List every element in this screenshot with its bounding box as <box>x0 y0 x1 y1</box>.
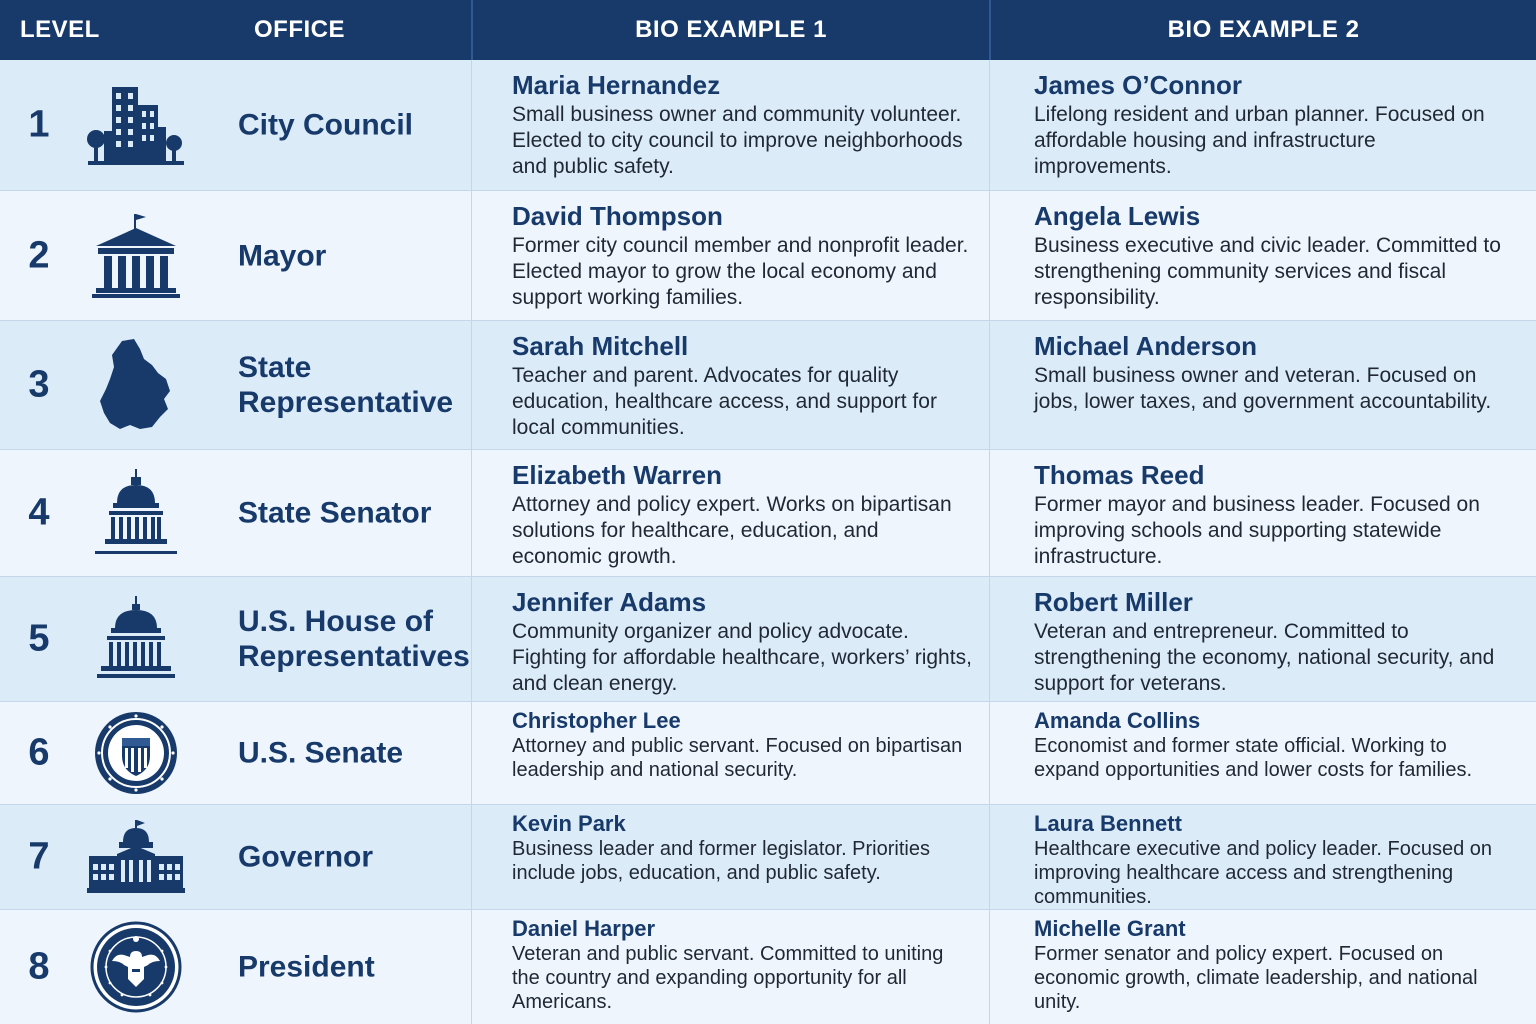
column-divider <box>471 805 472 909</box>
column-divider <box>471 60 472 190</box>
table-row <box>0 60 1536 191</box>
column-divider <box>989 191 990 320</box>
bio-text: Economist and former state official. Working to expand opportunities and lower costs for families. <box>1034 735 1473 781</box>
bio-example-2 <box>1034 587 1514 697</box>
level-number: 2 <box>28 234 50 276</box>
bio-example-1 <box>512 916 972 1014</box>
bio-text: Small business owner and community volunteer. Elected to city council to improve neighborhoods and public safety. <box>512 103 963 178</box>
office-name: President <box>238 950 375 984</box>
bio-name: Daniel Harper <box>512 916 656 941</box>
bio-example-2 <box>1034 331 1514 415</box>
bio-example-2 <box>1034 916 1514 1014</box>
table-row <box>0 805 1536 910</box>
bio-name: David Thompson <box>512 201 723 231</box>
bio-name: Angela Lewis <box>1034 201 1201 231</box>
bio-name: Laura Bennett <box>1034 811 1182 836</box>
level-number: 6 <box>28 731 50 774</box>
table-row <box>0 577 1536 702</box>
header-level: LEVEL <box>20 16 100 43</box>
bio-text: Former mayor and business leader. Focused on improving schools and supporting statewide infrastructure. <box>1034 493 1480 568</box>
level-number: 8 <box>28 945 50 988</box>
bio-example-2 <box>1034 811 1514 909</box>
column-divider <box>989 910 990 1024</box>
office-name: U.S. Senate <box>238 736 404 770</box>
bio-text: Veteran and entrepreneur. Committed to strengthening the economy, national security, and support for veterans. <box>1034 620 1495 695</box>
bio-example-1 <box>512 708 972 782</box>
bio-example-2 <box>1034 708 1514 782</box>
bio-text: Small business owner and veteran. Focused on jobs, lower taxes, and government accountability. <box>1034 364 1492 413</box>
capitol-dome-icon <box>84 463 188 563</box>
column-divider <box>471 191 472 320</box>
us-capitol-icon <box>84 589 188 689</box>
bio-text: Attorney and policy expert. Works on bipartisan solutions for healthcare, education, and economic growth. <box>512 493 952 568</box>
bio-example-1 <box>512 811 972 885</box>
bio-name: Sarah Mitchell <box>512 331 689 361</box>
table-row <box>0 450 1536 577</box>
column-divider <box>989 450 990 576</box>
level-number: 4 <box>28 491 50 534</box>
bio-text: Community organizer and policy advocate. Fighting for affordable healthcare, workers’ rights, and clean energy. <box>512 620 972 695</box>
bio-example-1 <box>512 201 972 311</box>
bio-name: Amanda Collins <box>1034 708 1201 733</box>
bio-text: Business executive and civic leader. Committed to strengthening community services and fiscal responsibility. <box>1034 234 1501 309</box>
office-name: Mayor <box>238 239 327 272</box>
bio-example-2 <box>1034 460 1514 570</box>
table-row <box>0 321 1536 450</box>
column-divider <box>471 321 472 449</box>
column-divider <box>471 910 472 1024</box>
bio-name: Jennifer Adams <box>512 587 707 617</box>
bio-text: Attorney and public servant. Focused on bipartisan leadership and national security. <box>512 735 963 781</box>
bio-name: Thomas Reed <box>1034 460 1205 490</box>
bio-example-1 <box>512 587 972 697</box>
state-map-icon <box>84 335 188 435</box>
column-divider <box>471 577 472 701</box>
bio-example-2 <box>1034 201 1514 311</box>
office-name: Governor <box>238 840 374 874</box>
bio-name: Elizabeth Warren <box>512 460 722 490</box>
bio-name: Michael Anderson <box>1034 331 1257 361</box>
table-header <box>0 0 1536 60</box>
bio-name: Kevin Park <box>512 811 626 836</box>
column-divider <box>989 60 990 190</box>
level-number: 7 <box>28 835 50 878</box>
column-divider <box>989 805 990 909</box>
column-divider <box>471 450 472 576</box>
city-buildings-icon <box>84 75 188 175</box>
table-row <box>0 191 1536 321</box>
bio-text: Veteran and public servant. Committed to uniting the country and expanding opportunity for all Americans. <box>512 943 944 1013</box>
bio-example-1 <box>512 70 972 180</box>
bio-example-2 <box>1034 70 1514 180</box>
bio-name: Maria Hernandez <box>512 70 721 100</box>
bio-name: Robert Miller <box>1034 587 1193 617</box>
column-divider <box>989 702 990 804</box>
presidential-seal-icon <box>84 917 188 1017</box>
bio-text: Former senator and policy expert. Focused on economic growth, climate leadership, and national unity. <box>1034 943 1478 1013</box>
bio-name: James O’Connor <box>1034 70 1243 100</box>
senate-seal-icon <box>84 703 188 803</box>
bio-name: Michelle Grant <box>1034 916 1186 941</box>
bio-name: Christopher Lee <box>512 708 681 733</box>
bio-text: Teacher and parent. Advocates for quality education, healthcare access, and support for local communities. <box>512 364 937 439</box>
header-bio1: BIO EXAMPLE 1 <box>635 16 827 43</box>
level-number: 3 <box>28 363 50 406</box>
office-name: City Council <box>238 108 414 142</box>
table-row <box>0 910 1536 1024</box>
table-row <box>0 702 1536 805</box>
header-office: OFFICE <box>254 16 345 43</box>
bio-text: Healthcare executive and policy leader. Focused on improving healthcare access and strengthening communities. <box>1034 838 1493 908</box>
column-divider <box>989 577 990 701</box>
office-name: State Senator <box>238 496 432 530</box>
office-name: State Representative <box>238 351 454 419</box>
office-name: U.S. House of Representatives <box>238 605 470 673</box>
level-number: 1 <box>28 103 50 146</box>
column-divider <box>471 702 472 804</box>
level-number: 5 <box>28 617 50 660</box>
bio-example-1 <box>512 460 972 570</box>
bio-example-1 <box>512 331 972 441</box>
bio-text: Business leader and former legislator. Priorities include jobs, education, and public safety. <box>512 838 930 884</box>
bio-text: Lifelong resident and urban planner. Focused on affordable housing and infrastructure improvements. <box>1034 103 1485 178</box>
bio-text: Former city council member and nonprofit leader. Elected mayor to grow the local economy and support working families. <box>512 234 969 309</box>
column-divider <box>989 321 990 449</box>
city-hall-icon <box>84 206 188 306</box>
state-capitol-icon <box>84 807 188 907</box>
header-bio2: BIO EXAMPLE 2 <box>1167 16 1360 43</box>
